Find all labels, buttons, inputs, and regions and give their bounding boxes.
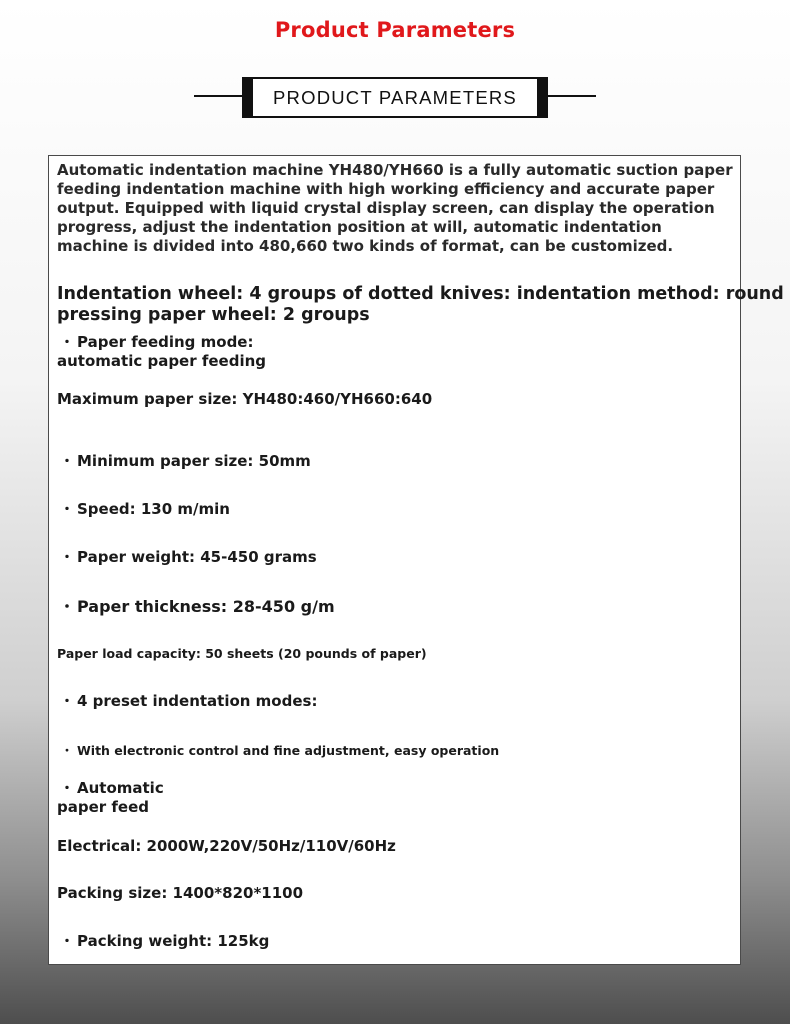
- spec-min-paper-size: [57, 452, 311, 472]
- section-banner-label: PRODUCT PARAMETERS: [253, 79, 537, 116]
- spec-electronic-control: [57, 741, 499, 761]
- intro-paragraph: Automatic indentation machine YH480/YH660 is a fully automatic suction paper feeding indentation machine with high working efficiency and accurate paper output. Equipped with liquid crystal display screen, can display the operation progress, adjust the indentation position at will, automatic indentation machine is divided into 480,660 two kinds of format, can be customized.: [57, 161, 733, 255]
- spec-paper-weight: [57, 548, 317, 568]
- banner-right-line: [544, 95, 596, 97]
- spec-max-paper-size: Maximum paper size: YH480:460/YH660:640: [57, 390, 433, 408]
- spec-label: Automatic: [77, 779, 164, 797]
- spec-label: 4 preset indentation modes:: [77, 692, 318, 710]
- spec-paper-feeding-mode: [57, 333, 253, 353]
- bullet: ・: [59, 692, 75, 710]
- spec-automatic: [57, 779, 164, 799]
- spec-packing-weight: [57, 932, 269, 952]
- bullet: ・: [58, 597, 75, 616]
- bullet: ・: [59, 333, 75, 351]
- bullet: ・: [59, 452, 75, 470]
- bullet: ・: [59, 548, 75, 566]
- page-title: Product Parameters: [274, 18, 516, 42]
- spec-paper-thickness: [57, 597, 335, 617]
- spec-label: Packing weight: 125kg: [77, 932, 270, 950]
- spec-paper-load-capacity: Paper load capacity: 50 sheets (20 pounds of paper): [57, 646, 427, 661]
- spec-label: Paper weight: 45-450 grams: [77, 548, 317, 566]
- bullet: ・: [59, 500, 75, 518]
- section-banner: [242, 77, 548, 118]
- spec-indentation-wheel-line2: pressing paper wheel: 2 groups: [57, 305, 370, 325]
- spec-automatic-value: paper feed: [57, 798, 149, 816]
- spec-panel: [48, 155, 784, 965]
- spec-paper-feeding-mode-value: automatic paper feeding: [57, 352, 267, 370]
- spec-preset-modes: [57, 692, 317, 712]
- spec-speed: [57, 500, 230, 520]
- bullet: ・: [60, 743, 74, 758]
- bullet: ・: [59, 779, 75, 797]
- spec-indentation-wheel-line1: Indentation wheel: 4 groups of dotted knives: indentation method: round: [57, 284, 784, 304]
- spec-label: Minimum paper size: 50mm: [77, 452, 311, 470]
- spec-label: With electronic control and fine adjustment, easy operation: [77, 743, 500, 758]
- spec-label: Paper feeding mode:: [77, 333, 254, 351]
- bullet: ・: [59, 932, 75, 950]
- spec-packing-size: Packing size: 1400*820*1100: [57, 884, 304, 902]
- banner-left-line: [194, 95, 246, 97]
- spec-label: Speed: 130 m/min: [77, 500, 230, 518]
- spec-electrical: Electrical: 2000W,220V/50Hz/110V/60Hz: [57, 837, 396, 855]
- spec-label: Paper thickness: 28-450 g/m: [77, 597, 335, 616]
